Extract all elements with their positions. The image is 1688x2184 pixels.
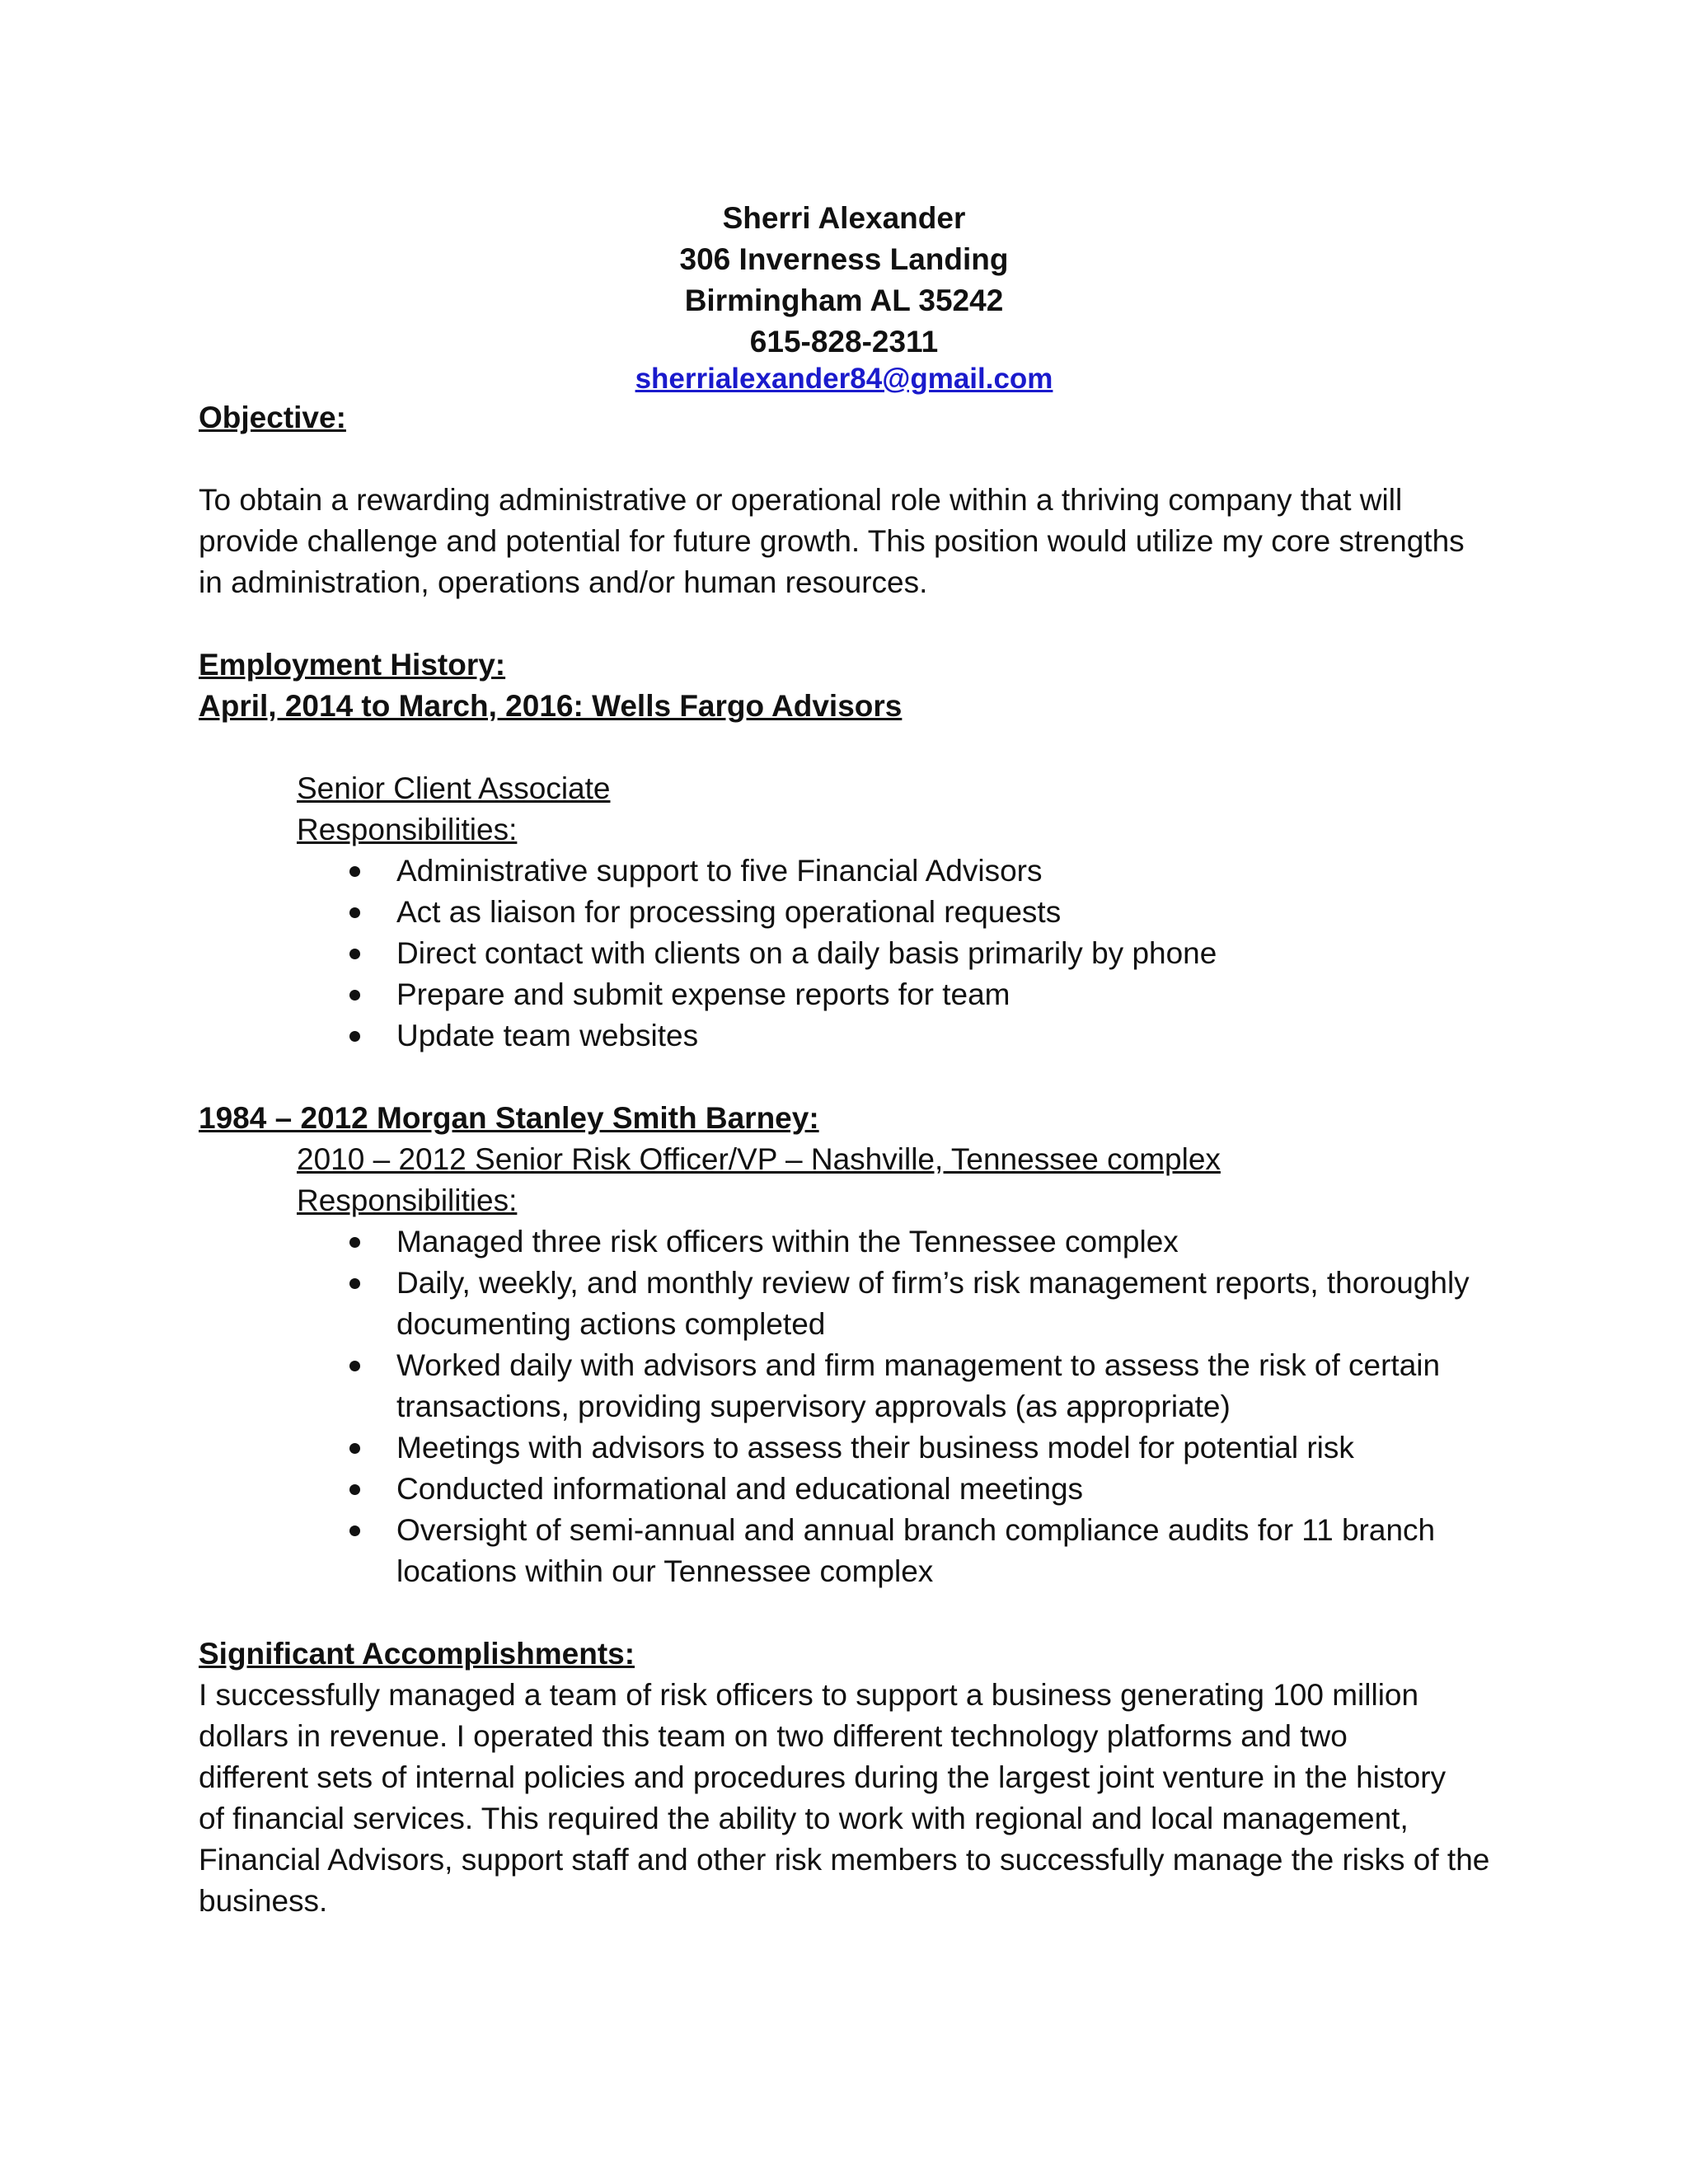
list-item: Worked daily with advisors and firm management to assess the risk of certain transactions, providing supervisory approvals (as appropriate) [297,1345,1501,1427]
accomplishments-line: different sets of internal policies and procedures during the largest joint venture in the history [199,1760,1447,1794]
city-state-zip: Birmingham AL 35242 [684,284,1004,317]
job-title: Senior Client Associate [297,771,611,805]
bullet-icon [349,1031,360,1042]
bullet-icon [349,1278,360,1289]
list-item: Daily, weekly, and monthly review of firm’s risk management reports, thoroughly documenting actions completed [297,1263,1501,1345]
list-item: Conducted informational and educational meetings [297,1469,1501,1510]
list-item: Direct contact with clients on a daily basis primarily by phone [297,933,1501,974]
resume-body [199,397,1501,1922]
objective-text [199,480,1501,603]
responsibilities-list [297,851,1501,1057]
responsibilities-label: Responsibilities: [297,813,518,846]
job-morgan-stanley [199,1098,1501,1592]
accomplishments-line: dollars in revenue. I operated this team on two different technology platforms and two [199,1719,1348,1753]
list-item: Act as liaison for processing operational requests [297,892,1501,933]
bullet-icon [349,1443,360,1454]
responsibilities-label: Responsibilities: [297,1183,518,1217]
accomplishments-heading: Significant Accomplishments: [199,1637,635,1671]
accomplishments-line: business. [199,1884,328,1918]
bullet-icon [349,1361,360,1371]
objective-heading: Objective: [199,401,346,434]
job-wells-fargo [199,686,1501,1057]
list-item: Managed three risk officers within the Tennessee complex [297,1221,1501,1263]
accomplishments-line: I successfully managed a team of risk officers to support a business generating 100 million [199,1678,1419,1712]
objective-line: To obtain a rewarding administrative or operational role within a thriving company that will [199,483,1403,517]
accomplishments-line: of financial services. This required the ability to work with regional and local management, [199,1802,1409,1835]
employment-heading: Employment History: [199,648,506,682]
applicant-name: Sherri Alexander [722,201,966,235]
objective-line: provide challenge and potential for future growth. This position would utilize my core strengths [199,524,1465,558]
bullet-icon [349,949,360,959]
contact-header [0,198,1688,396]
bullet-icon [349,907,360,918]
bullet-icon [349,1237,360,1248]
objective-line: in administration, operations and/or human resources. [199,565,928,599]
list-item: Administrative support to five Financial Advisors [297,851,1501,892]
bullet-icon [349,866,360,877]
bullet-icon [349,1484,360,1495]
responsibilities-list [297,1221,1501,1592]
phone-number: 615-828-2311 [749,325,939,359]
list-item: Update team websites [297,1015,1501,1057]
list-item: Meetings with advisors to assess their business model for potential risk [297,1427,1501,1469]
accomplishments-text [199,1675,1501,1922]
accomplishments-line: Financial Advisors, support staff and other risk members to successfully manage the risks of the [199,1843,1490,1877]
job-header: 1984 – 2012 Morgan Stanley Smith Barney: [199,1101,819,1135]
bullet-icon [349,990,360,1001]
list-item: Prepare and submit expense reports for team [297,974,1501,1015]
email-link[interactable]: sherrialexander84@gmail.com [635,363,1053,395]
job-header: April, 2014 to March, 2016: Wells Fargo Advisors [199,689,903,723]
job-title: 2010 – 2012 Senior Risk Officer/VP – Nashville, Tennessee complex [297,1142,1221,1176]
list-item: Oversight of semi-annual and annual branch compliance audits for 11 branch locations within our Tennessee complex [297,1510,1501,1592]
street-address: 306 Inverness Landing [679,242,1009,276]
bullet-icon [349,1526,360,1536]
